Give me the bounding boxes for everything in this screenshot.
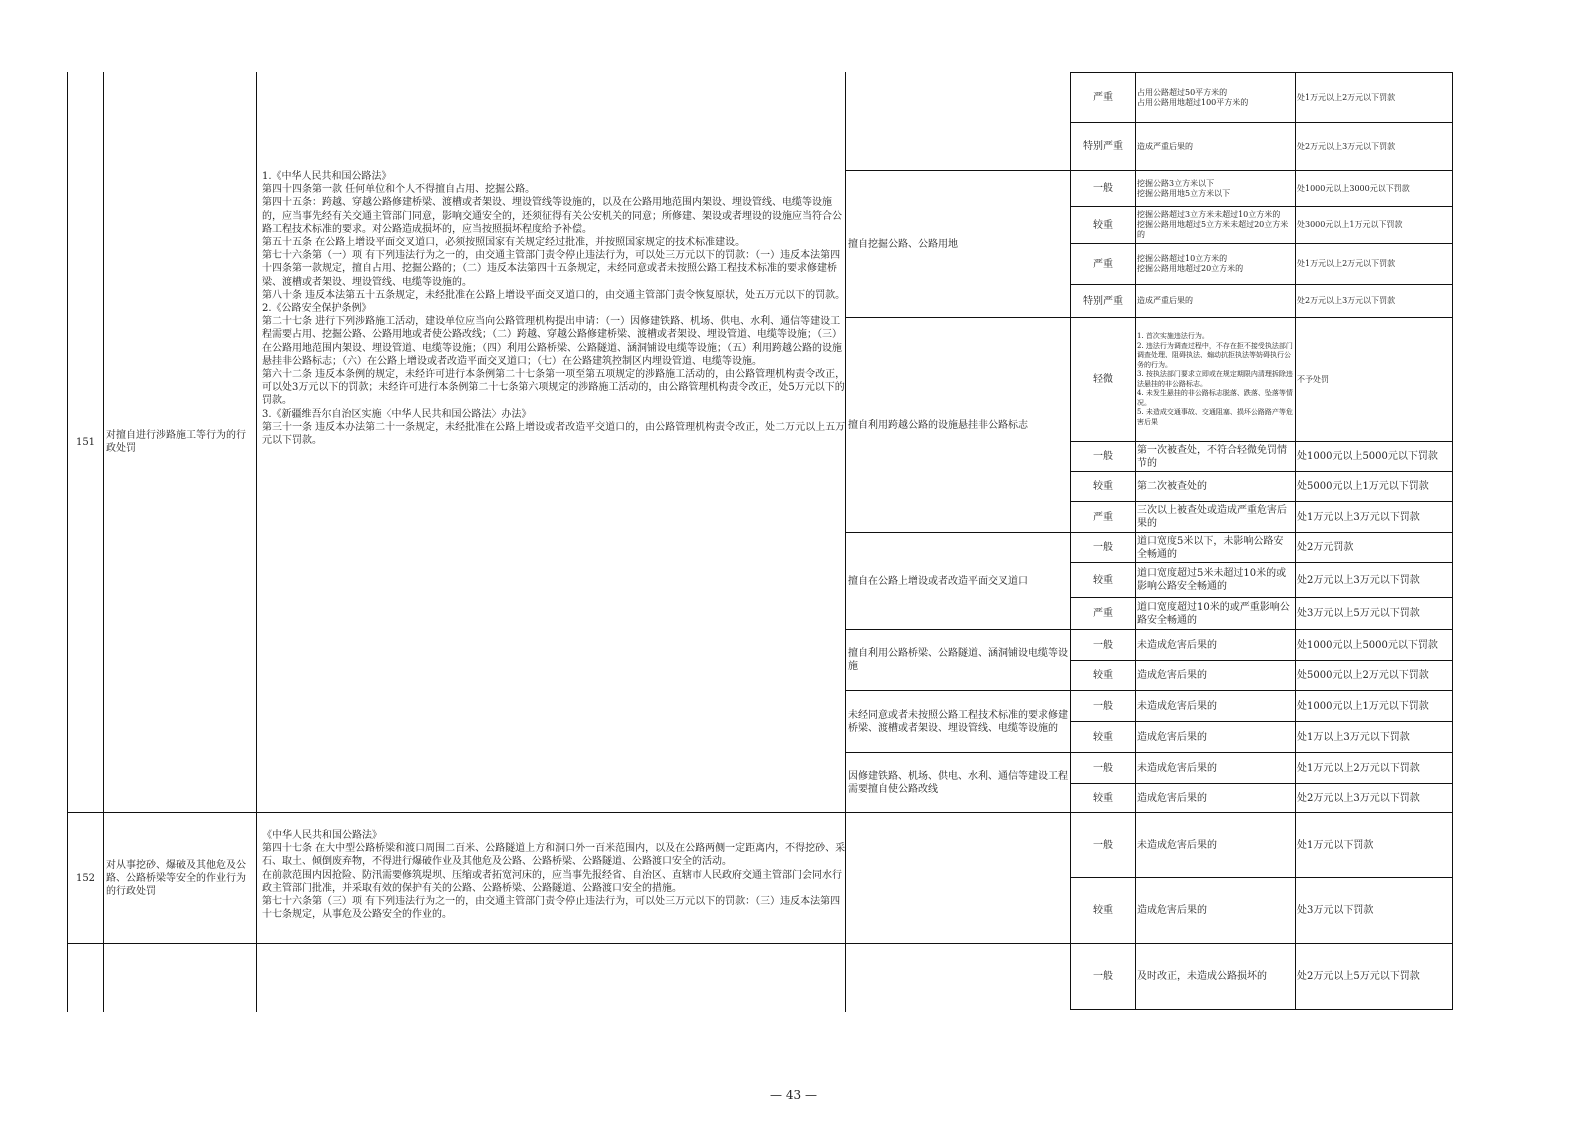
level-penalty: 处2万元以上3万元以下罚款: [1297, 792, 1420, 804]
row-152-number: 152: [75, 872, 96, 884]
basis-line: 第六十二条 违反本条例的规定，未经许可进行本条例第二十七条第一项至第五项规定的涉路施工活动的，由公路管理机构责令改正，可以处3万元以下的罚款；未经许可进行本条例第二十七条第六项规定的涉路施工活动的，由公路管理机构责令改正，处5万元以下的罚款。: [262, 369, 846, 407]
level-label: 轻微: [1093, 374, 1113, 385]
level-penalty: 处2万元罚款: [1297, 542, 1354, 553]
level-circumstance: 第一次被查处，不符合轻微免罚情节的: [1137, 444, 1287, 469]
col-line-7: [1452, 72, 1453, 1010]
level-label: 特别严重: [1083, 295, 1123, 307]
col-line-6: [1295, 72, 1296, 1010]
basis-line: 第七十六条第（一）项 有下列违法行为之一的，由交通主管部门责令停止违法行为，可以处三万元以下的罚款：（一）违反本法第四十四条第一款规定，擅自占用、挖掘公路的；（二）违反本法第四十五条规定，未经同意或者未按照公路工程技术标准的要求修建桥梁、渡槽或者架设、埋设管线、电缆等设施的。: [262, 250, 841, 288]
level-circumstance: 及时改正，未造成公路损坏的: [1137, 971, 1267, 982]
level-penalty: 处1000元以上5000元以下罚款: [1297, 639, 1438, 651]
level-penalty: 处3万元以下罚款: [1297, 905, 1374, 916]
level-penalty: 处1万元以上3万元以下罚款: [1297, 511, 1420, 523]
violation-name: 未经同意或者未按照公路工程技术标准的要求修建桥梁、渡槽或者架设、埋设管线、电缆等设施的: [848, 709, 1068, 734]
level-penalty: 处2万元以上3万元以下罚款: [1297, 296, 1396, 305]
level-label: 较重: [1093, 219, 1113, 231]
level-label: 较重: [1093, 670, 1113, 681]
level-penalty: 处1万以上3万元以下罚款: [1297, 731, 1410, 743]
level-circumstance: 挖掘公路超过3立方米未超过10立方米的 挖掘公路用地超过5立方米未超过20立方米的: [1137, 210, 1289, 239]
basis-line: 《中华人民共和国公路法》: [262, 830, 382, 841]
level-label: 严重: [1093, 511, 1113, 523]
level-penalty: 处2万元以上3万元以下罚款: [1297, 141, 1396, 151]
violation-name: 因修建铁路、机场、供电、水利、通信等建设工程需要擅自使公路改线: [848, 770, 1068, 795]
level-circumstance: 未造成危害后果的: [1137, 700, 1217, 712]
level-label: 特别严重: [1083, 141, 1123, 152]
level-circumstance: 挖掘公路超过10立方米的 挖掘公路用地超过20立方米的: [1137, 254, 1244, 273]
basis-line: 在前款范围内因抢险、防汛需要修筑堤坝、压缩或者拓宽河床的，应当事先报经省、自治区、直辖市人民政府交通主管部门会同水行政主管部门批准，并采取有效的保护有关的公路、公路桥梁、公路隧道、公路渡口安全的措施。: [262, 869, 842, 894]
row-152-legal-basis: [262, 829, 846, 921]
level-label: 较重: [1093, 905, 1113, 916]
violation-name: 擅自利用跨越公路的设施悬挂非公路标志: [848, 419, 1028, 431]
level-penalty: 处1万元以上2万元以下罚款: [1297, 259, 1396, 268]
level-label: 严重: [1093, 608, 1113, 619]
level-circumstance: 造成严重后果的: [1137, 141, 1193, 151]
level-circumstance: 占用公路超过50平方米的 占用公路用地超过100平方米的: [1137, 87, 1249, 107]
row-151-legal-basis: [262, 170, 846, 447]
level-penalty: 处5000元以上1万元以下罚款: [1297, 481, 1429, 492]
level-penalty: 处1万元以下罚款: [1297, 839, 1374, 851]
basis-line: 1.《中华人民共和国公路法》: [262, 171, 392, 182]
basis-line: 第四十五条：跨越、穿越公路修建桥梁、渡槽或者架设、埋设管线等设施的，以及在公路用地范围内架设、埋设管线、电缆等设施的，应当事先经有关交通主管部门同意，影响交通安全的，还须征得有关公安机关的同意；所修建、架设或者埋设的设施应当符合公路工程技术标准的要求。对公路造成损坏的，应当按照损坏程度给予补偿。: [262, 197, 842, 235]
level-circumstance: 道口宽度5米以下，未影响公路安全畅通的: [1137, 535, 1284, 560]
basis-line: 第八十条 违反本法第五十五条规定，未经批准在公路上增设平面交叉道口的，由交通主管部门责令恢复原状，处五万元以下的罚款。: [262, 289, 846, 301]
level-circumstance: 1. 首次实施违法行为。 2. 违法行为调查过程中，不存在拒不接受执法部门调查处理、阻碍执法、煽动抗拒执法等妨碍执行公务的行为。 3. 按执法部门要求立即或在规定期限内清理拆除违法悬挂的非公路标志。 4. 未发生悬挂的非公路标志脱落、跌落、坠落等情况。 5. 未造成交通事故、交通阻塞、损坏公路路产等危害后果: [1137, 332, 1293, 426]
level-label: 较重: [1093, 574, 1113, 586]
level-penalty: 处1万元以上2万元以下罚款: [1297, 762, 1420, 774]
level-penalty: 处3万元以上5万元以下罚款: [1297, 608, 1420, 619]
level-circumstance: 造成危害后果的: [1137, 905, 1207, 916]
level-circumstance: 造成危害后果的: [1137, 731, 1207, 743]
basis-line: 第二十七条 进行下列涉路施工活动，建设单位应当向公路管理机构提出申请：（一）因修建铁路、机场、供电、水利、通信等建设工程需要占用、挖掘公路、公路用地或者使公路改线；（二）跨越、穿越公路修建桥梁、渡槽或者架设、埋设管道、电缆等设施；（三）在公路用地范围内架设、埋设管道、电缆等设施；（四）利用公路桥梁、公路隧道、涵洞铺设电缆等设施；（五）利用跨越公路的设施悬挂非公路标志；（六）在公路上增设或者改造平面交叉道口；（七）在公路建筑控制区内埋设管道、电缆等设施。: [262, 316, 842, 367]
basis-line: 第四十四条第一款 任何单位和个人不得擅自占用、挖掘公路。: [262, 184, 536, 196]
level-label: 一般: [1093, 542, 1113, 553]
row-152-item: 对从事挖砂、爆破及其他危及公路、公路桥梁等安全的作业行为的行政处罚: [106, 859, 246, 897]
level-label: 一般: [1093, 183, 1113, 194]
basis-line: 3.《新疆维吾尔自治区实施〈中华人民共和国公路法〉办法》: [262, 408, 532, 420]
bottom-border: [1070, 1009, 1453, 1010]
level-circumstance: 造成危害后果的: [1137, 792, 1207, 804]
basis-line: 第四十七条 在大中型公路桥梁和渡口周围二百米、公路隧道上方和洞口外一百米范围内，以及在公路两侧一定距离内，不得挖砂、采石、取土、倾倒废弃物，不得进行爆破作业及其他危及公路、公路桥梁、公路隧道、公路渡口安全的活动。: [262, 843, 846, 868]
level-penalty: 处2万元以上3万元以下罚款: [1297, 574, 1420, 586]
level-label: 严重: [1093, 92, 1113, 103]
basis-line: 第五十五条 在公路上增设平面交叉道口，必须按照国家有关规定经过批准，并按照国家规定的技术标准建设。: [262, 237, 746, 249]
level-label: 较重: [1093, 481, 1113, 492]
col-line-1: [103, 72, 104, 1012]
level-penalty: 处1000元以上3000元以下罚款: [1297, 183, 1410, 193]
row-151-item: 对擅自进行涉路施工等行为的行政处罚: [106, 430, 246, 454]
level-circumstance: 未造成危害后果的: [1137, 839, 1217, 851]
level-circumstance: 造成严重后果的: [1137, 296, 1193, 305]
level-circumstance: 三次以上被查处或造成严重危害后果的: [1137, 505, 1287, 529]
level-label: 一般: [1093, 700, 1113, 712]
level-label: 一般: [1093, 839, 1113, 851]
basis-line: 2.《公路安全保护条例》: [262, 303, 372, 315]
level-label: 一般: [1093, 762, 1113, 774]
level-penalty: 处1000元以上1万元以下罚款: [1297, 700, 1429, 712]
level-label: 较重: [1093, 792, 1113, 804]
level-circumstance: 道口宽度超过10米的或严重影响公路安全畅通的: [1137, 601, 1290, 626]
level-circumstance: 未造成危害后果的: [1137, 762, 1217, 774]
level-label: 一般: [1093, 639, 1113, 651]
basis-line: 第三十一条 违反本办法第二十一条规定，未经批准在公路上增设或者改造平交道口的，由公路管理机构责令改正，处二万元以上五万元以下罚款。: [262, 421, 846, 447]
level-label: 一般: [1093, 971, 1113, 982]
row-151-number: 151: [75, 436, 96, 448]
level-circumstance: 造成危害后果的: [1137, 670, 1207, 681]
level-penalty: 处1万元以上2万元以下罚款: [1297, 92, 1396, 102]
level-circumstance: 道口宽度超过5米未超过10米的或影响公路安全畅通的: [1137, 568, 1287, 592]
col-line-5: [1135, 72, 1136, 1010]
level-penalty: 处1000元以上5000元以下罚款: [1297, 451, 1438, 462]
level-label: 严重: [1093, 258, 1113, 270]
violation-name: 擅自利用公路桥梁、公路隧道、涵洞铺设电缆等设施: [848, 648, 1068, 672]
level-circumstance: 第二次被查处的: [1137, 481, 1207, 492]
level-label: 较重: [1093, 731, 1113, 743]
level-penalty: 处2万元以上5万元以下罚款: [1297, 971, 1420, 982]
level-circumstance: 未造成危害后果的: [1137, 639, 1217, 651]
basis-line: 第七十六条第（三）项 有下列违法行为之一的，由交通主管部门责令停止违法行为，可以处三万元以下的罚款：（三）违反本法第四十七条规定，从事危及公路安全的作业的。: [262, 896, 841, 921]
violation-name: 擅自挖掘公路、公路用地: [848, 238, 958, 250]
level-penalty: 处5000元以上2万元以下罚款: [1297, 670, 1429, 681]
level-penalty: 不予处罚: [1297, 374, 1329, 384]
page-number: — 43 —: [770, 1088, 817, 1102]
violation-name: 擅自在公路上增设或者改造平面交叉道口: [848, 575, 1028, 587]
level-circumstance: 挖掘公路3立方米以下 挖掘公路用地5立方米以下: [1137, 178, 1231, 198]
level-label: 一般: [1093, 451, 1113, 462]
col-line-2: [256, 72, 257, 1012]
level-penalty: 处3000元以上1万元以下罚款: [1297, 220, 1403, 229]
